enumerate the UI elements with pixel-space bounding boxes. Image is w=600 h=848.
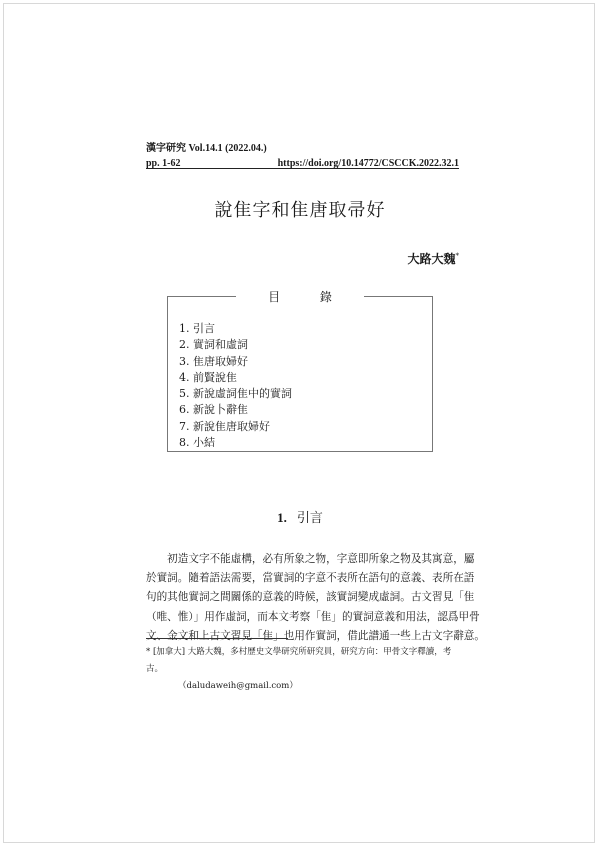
toc-title: 目 錄 bbox=[236, 290, 364, 304]
page-range: pp. 1-62 bbox=[146, 158, 181, 169]
section-number: 1. bbox=[277, 510, 287, 525]
toc-item[interactable]: 3. 隹唐取婦好 bbox=[179, 354, 248, 368]
toc-item[interactable]: 7. 新說隹唐取婦好 bbox=[179, 419, 270, 433]
author-name: 大路大魏 bbox=[407, 252, 456, 266]
toc-title-wrap bbox=[0, 286, 600, 305]
footnote bbox=[146, 644, 466, 695]
toc-item[interactable]: 5. 新說虛詞隹中的實詞 bbox=[179, 387, 292, 401]
paper-title: 說隹字和隹唐取帚好 bbox=[214, 200, 386, 221]
footnote-text: * [加拿大] 大路大魏，多村歷史文學研究所研究員，研究方向：甲骨文字釋讀，考古。 bbox=[146, 647, 452, 674]
toc-list bbox=[179, 321, 292, 451]
author-footnote-marker[interactable]: * bbox=[455, 252, 459, 260]
section-heading bbox=[0, 507, 600, 526]
author bbox=[407, 250, 459, 267]
section-title: 引言 bbox=[296, 511, 323, 526]
body-line: 於實詞。隨着語法需要，當實詞的字意不表所在語句的意義、表所在語 bbox=[146, 572, 475, 585]
toc-item[interactable]: 2. 實詞和虛詞 bbox=[179, 338, 248, 352]
toc-item[interactable]: 1. 引言 bbox=[179, 322, 215, 335]
toc-item[interactable]: 6. 新說卜辭隹 bbox=[179, 403, 248, 417]
body-line: 句的其他實詞之間關係的意義的時候，該實詞變成虛詞。古文習見「隹 bbox=[146, 591, 475, 604]
body-line: （唯、惟）」用作虛詞，而本文考察「隹」的實詞意義和用法，認爲甲骨 bbox=[146, 610, 480, 623]
toc-item[interactable]: 8. 小結 bbox=[179, 436, 215, 450]
toc-item[interactable]: 4. 前賢說隹 bbox=[179, 370, 237, 384]
header-rule bbox=[146, 168, 459, 169]
journal-info: 漢字研究 Vol.14.1 (2022.04.) bbox=[146, 143, 267, 154]
journal-header bbox=[146, 141, 267, 171]
body-paragraph bbox=[146, 550, 485, 646]
author-email[interactable]: （daludaweih@gmail.com） bbox=[178, 681, 298, 691]
doi-link[interactable]: https://doi.org/10.14772/CSCCK.2022.32.1 bbox=[277, 158, 459, 169]
footnote-rule bbox=[146, 638, 288, 639]
body-line: 文、金文和上古文習見「隹」也用作實詞，借此譜通一些上古文字辭意。 bbox=[146, 629, 485, 642]
body-line: 初造文字不能虛構，必有所象之物，字意即所象之物及其寓意，屬 bbox=[146, 553, 475, 565]
